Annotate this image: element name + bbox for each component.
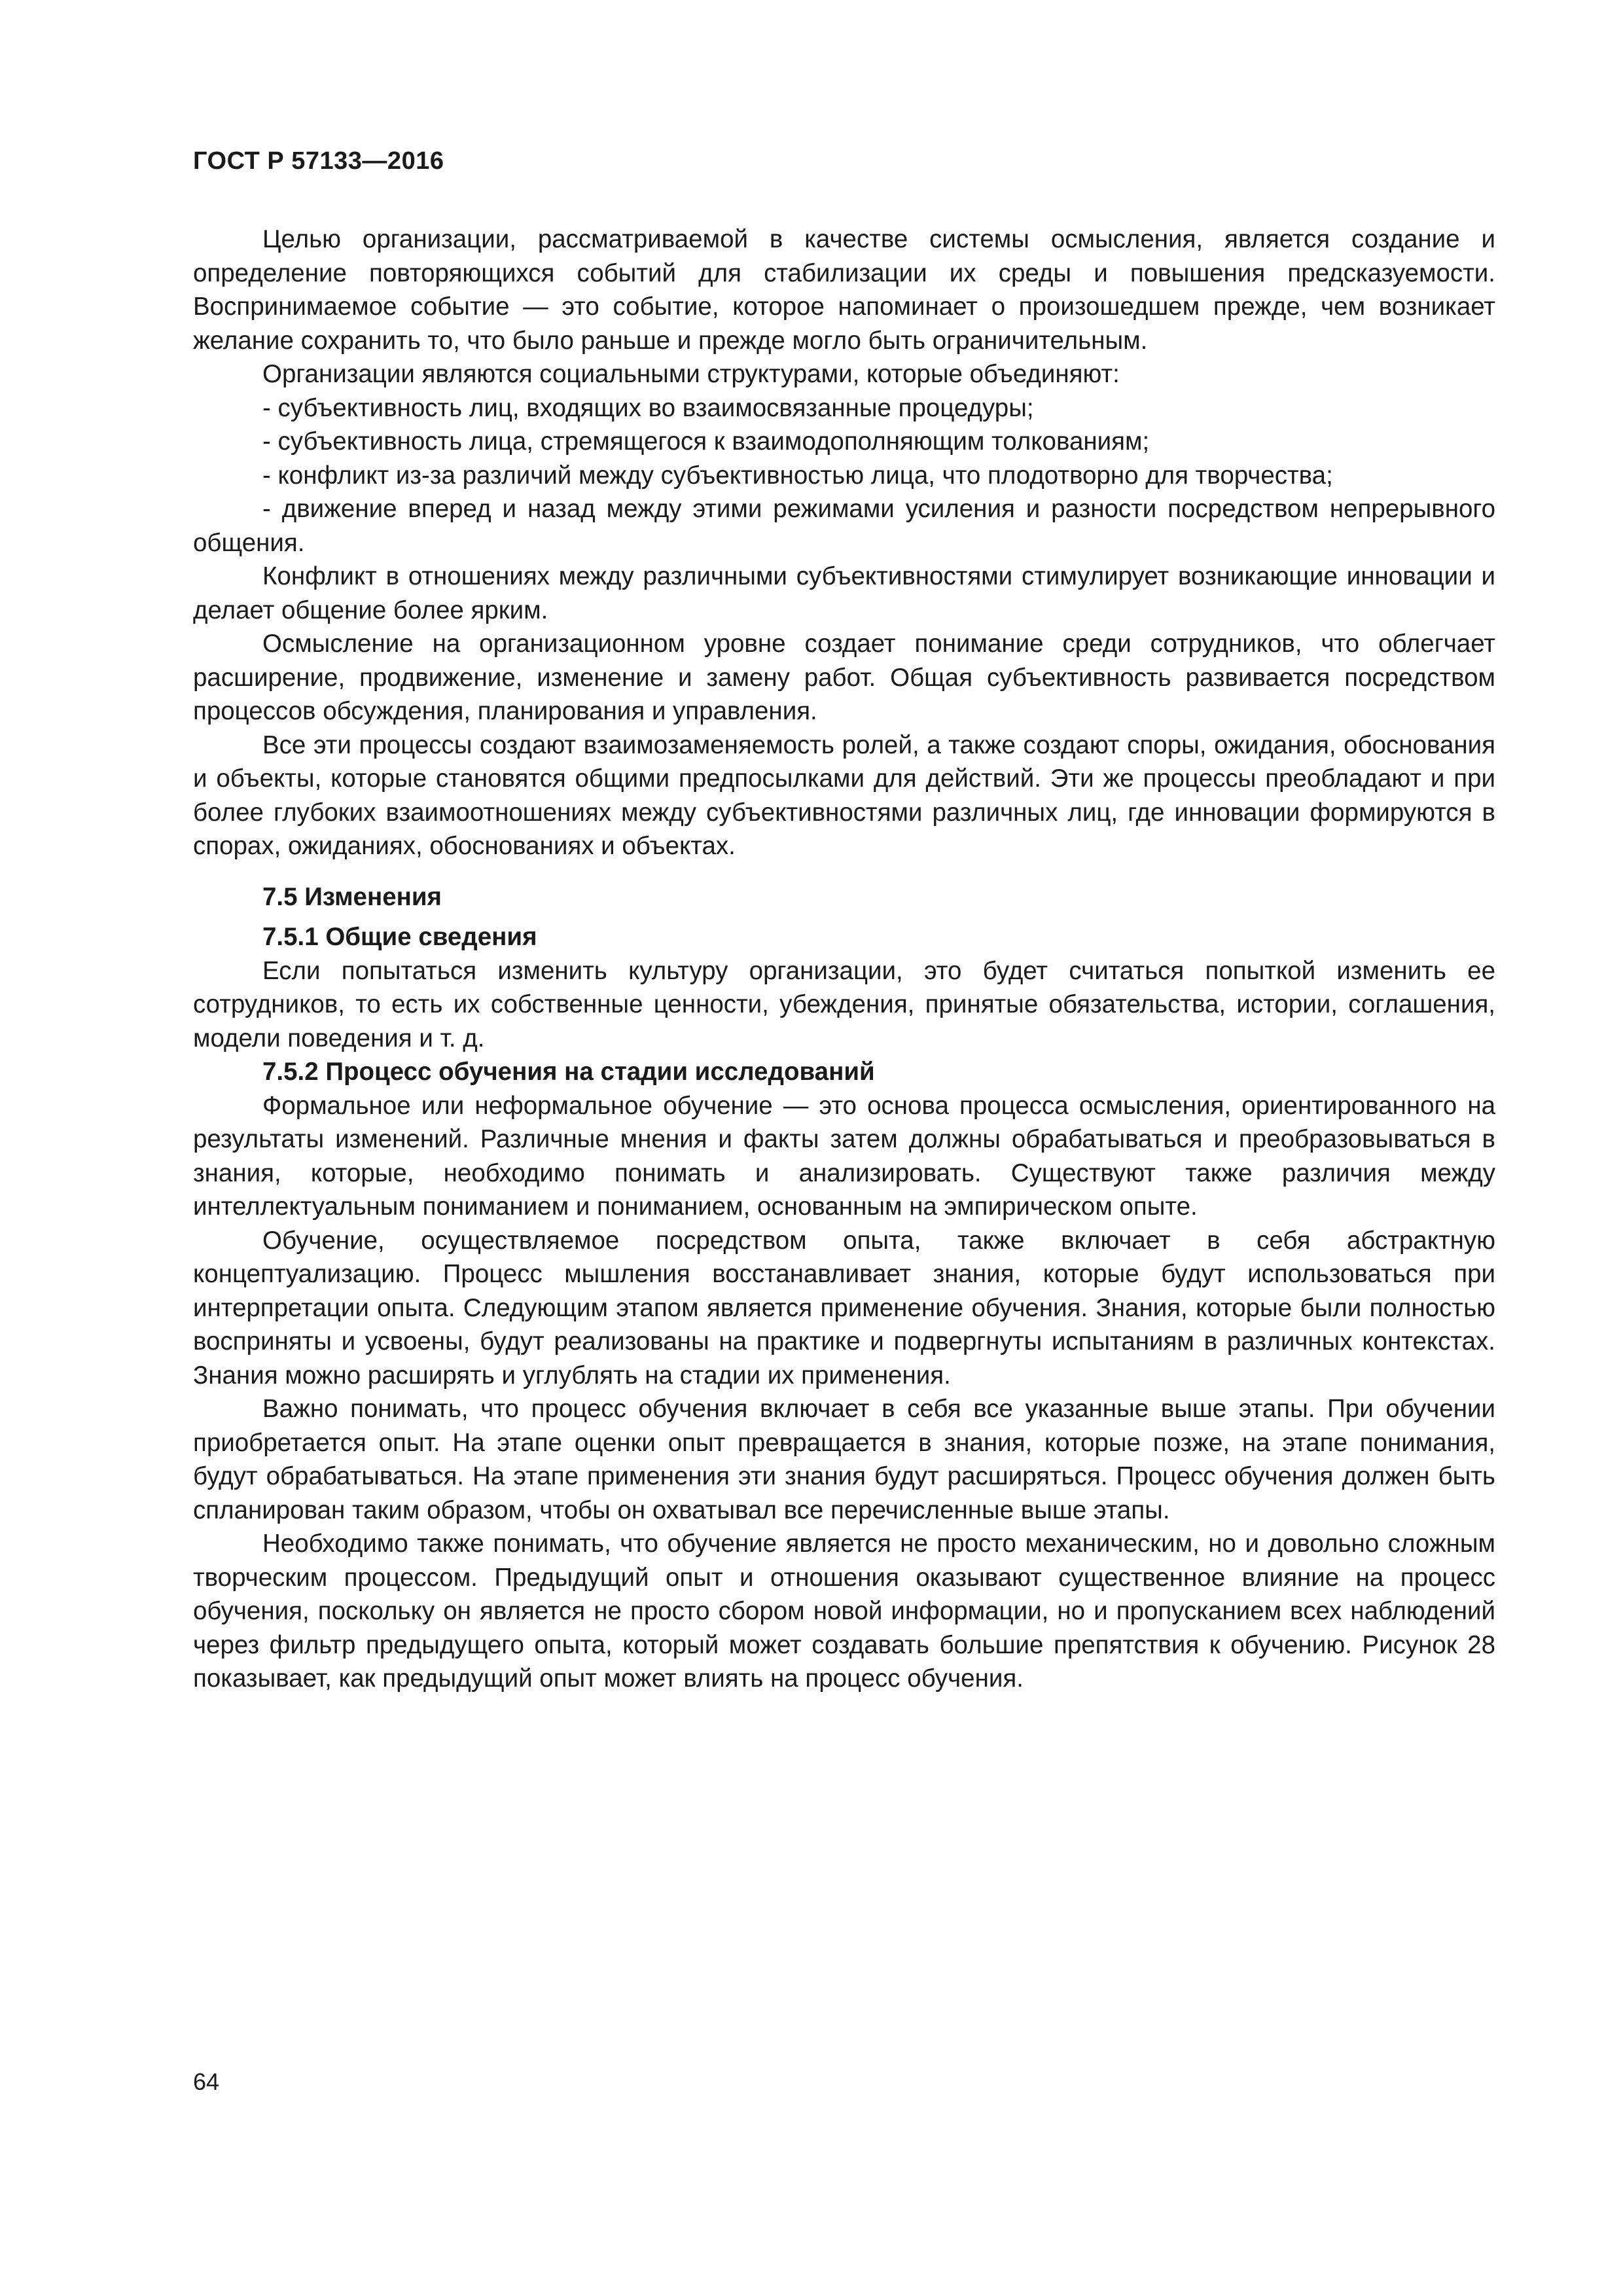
subsection-heading: 7.5.1 Общие сведения <box>262 923 537 951</box>
list-item: - субъективность лиц, входящих во взаимосвязанные процедуры; <box>262 393 1034 422</box>
paragraph: Необходимо также понимать, что обучение является не просто механическим, но и довольно сложным творческим процессом. Предыдущий опыт и отношения оказывают существенное влияние на процесс обучения, поскольку он является не просто сбором новой информации, но и пропусканием всех наблюдений через фильтр предыдущего опыта, который может создавать большие препятствия к обучению. Рисунок 28 показывает, как предыдущий опыт может влиять на процесс обучения. <box>193 1530 1495 1693</box>
list-item: - движение вперед и назад между этими режимами усиления и разности посредством непрерывного общения. <box>193 495 1495 557</box>
paragraph: Обучение, осуществляемое посредством опыта, также включает в себя абстрактную концептуализацию. Процесс мышления восстанавливает знания, которые будут использоваться при интерпретации опыта. Следующим этапом является применение обучения. Знания, которые были полностью восприняты и усвоены, будут реализованы на практике и подвергнуты испытаниям в различных контекстах. Знания можно расширять и углублять на стадии их применения. <box>193 1226 1495 1390</box>
page-number: 64 <box>193 2068 220 2095</box>
paragraph: Все эти процессы создают взаимозаменяемость ролей, а также создают споры, ожидания, обоснования и объекты, которые становятся общими предпосылками для действий. Эти же процессы преобладают и при более глубоких взаимоотношениях между субъективностями различных лиц, где инновации формируются в спорах, ожиданиях, обоснованиях и объектах. <box>193 730 1495 860</box>
list-item: - конфликт из-за различий между субъективностью лица, что плодотворно для творчества; <box>262 461 1333 490</box>
paragraph: Если попытаться изменить культуру организации, это будет считаться попыткой изменить ее сотрудников, то есть их собственные ценности, убеждения, принятые обязательства, истории, соглашения, модели поведения и т. д. <box>193 956 1495 1052</box>
paragraph: Конфликт в отношениях между различными субъективностями стимулирует возникающие инновации и делает общение более ярким. <box>193 562 1495 624</box>
paragraph: Организации являются социальными структурами, которые объединяют: <box>262 360 1120 388</box>
document-header: ГОСТ Р 57133—2016 <box>193 147 444 175</box>
paragraph: Важно понимать, что процесс обучения включает в себя все указанные выше этапы. При обучении приобретается опыт. На этапе оценки опыт превращается в знания, которые позже, на этапе понимания, будут обрабатываться. На этапе применения эти знания будут расширяться. Процесс обучения должен быть спланирован таким образом, чтобы он охватывал все перечисленные выше этапы. <box>193 1395 1495 1524</box>
list-item: - субъективность лица, стремящегося к взаимодополняющим толкованиям; <box>262 427 1150 456</box>
paragraph: Осмысление на организационном уровне создает понимание среди сотрудников, что облегчает расширение, продвижение, изменение и замену работ. Общая субъективность развивается посредством процессов обсуждения, планирования и управления. <box>193 630 1495 725</box>
subsection-heading: 7.5.2 Процесс обучения на стадии исследований <box>262 1058 875 1086</box>
document-body <box>193 223 1495 1696</box>
paragraph: Целью организации, рассматриваемой в качестве системы осмысления, является создание и определение повторяющихся событий для стабилизации их среды и повышения предсказуемости. Воспринимаемое событие — это событие, которое напоминает о произошедшем прежде, чем возникает желание сохранить то, что было раньше и прежде могло быть ограничительным. <box>193 225 1495 355</box>
section-heading: 7.5 Изменения <box>262 882 442 911</box>
paragraph: Формальное или неформальное обучение — это основа процесса осмысления, ориентированного на результаты изменений. Различные мнения и факты затем должны обрабатываться и преобразовываться в знания, которые, необходимо понимать и анализировать. Существуют также различия между интеллектуальным пониманием и пониманием, основанным на эмпирическом опыте. <box>193 1091 1495 1221</box>
